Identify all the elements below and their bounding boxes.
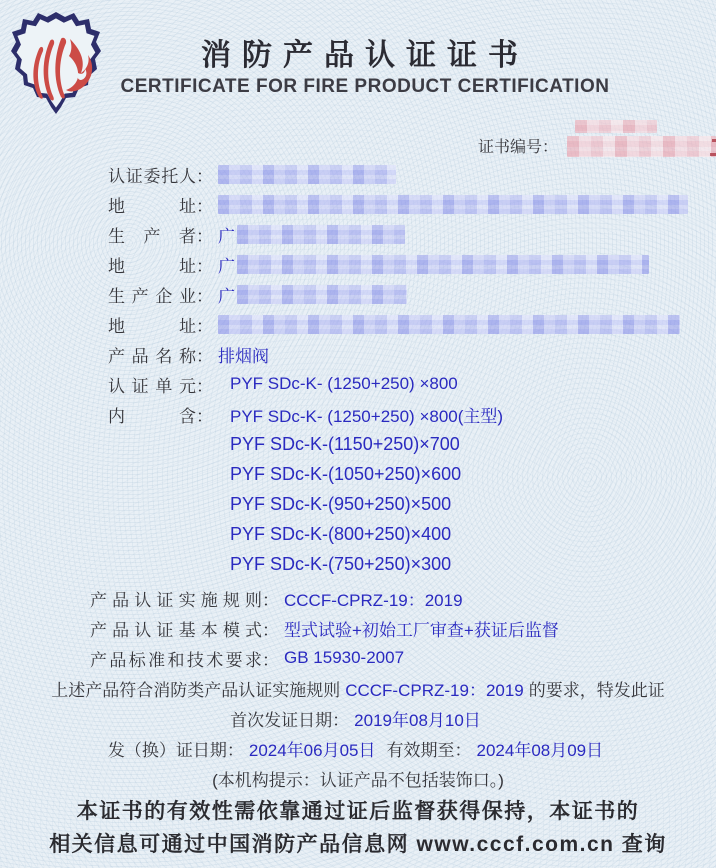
field-label: 生产者 — [108, 226, 196, 246]
footer-line-1: 本证书的有效性需依靠通过证后监督获得保持，本证书的 — [76, 799, 640, 823]
model-row — [0, 549, 716, 579]
reissue-date: 2024年06月05日 — [248, 740, 376, 760]
first-issue-row — [0, 703, 716, 733]
field-row-address-3 — [0, 309, 716, 339]
model-value: PYF SDc-K-(1050+250)×600 — [230, 463, 462, 484]
field-label: 地址 — [108, 316, 196, 336]
colon: ： — [196, 256, 213, 276]
colon: ： — [262, 620, 279, 640]
valid-until-date: 2024年08月09日 — [476, 740, 604, 760]
field-label: 认证单元 — [108, 376, 196, 396]
field-label: 产品名称 — [108, 346, 196, 366]
edge-mark — [710, 153, 716, 156]
model-value: PYF SDc-K-(800+250)×400 — [230, 523, 452, 544]
note-row: (本机构提示：认证产品不包括装饰口。) — [212, 770, 504, 790]
statement-prefix: 上述产品符合消防类产品认证实施规则 — [51, 680, 341, 700]
rule-label: 产品认证基本模式 — [90, 620, 262, 640]
colon: ： — [196, 316, 213, 336]
field-label: 地址 — [108, 256, 196, 276]
rule-row-implementation — [0, 583, 716, 613]
rule-row-standard — [0, 643, 716, 673]
colon: ： — [196, 226, 213, 246]
redacted-value — [218, 315, 680, 334]
cert-number-redaction — [567, 136, 716, 157]
reissue-row — [0, 733, 716, 763]
redacted-value — [218, 195, 688, 214]
page-title: 消防产品认证证书 — [201, 39, 529, 72]
edge-mark — [712, 139, 716, 142]
field-label: 生产企业 — [108, 286, 196, 306]
cert-number-label: 证书编号： — [478, 139, 559, 156]
reissue-label: 发（换）证日期： — [107, 740, 244, 760]
colon: ： — [196, 376, 213, 396]
rule-row-mode — [0, 613, 716, 643]
field-row-product-name — [0, 339, 716, 369]
field-row-address-2 — [0, 249, 716, 279]
statement-row — [0, 673, 716, 703]
rule-label: 产品标准和技术要求 — [90, 650, 262, 670]
first-issue-date: 2019年08月10日 — [354, 710, 481, 730]
product-name-value: 排烟阀 — [218, 346, 269, 366]
colon: ： — [262, 590, 279, 610]
value-prefix: 广 — [218, 226, 235, 246]
rule-label: 产品认证实施规则 — [90, 590, 262, 610]
model-value: PYF SDc-K-(950+250)×500 — [230, 493, 452, 514]
model-value: PYF SDc-K-(750+250)×300 — [230, 553, 452, 574]
cert-unit-value: PYF SDc-K- (1250+250) ×800 — [230, 374, 458, 393]
colon: ： — [196, 166, 213, 186]
colon: ： — [196, 406, 213, 426]
model-row — [0, 429, 716, 459]
statement-rule: CCCF-CPRZ-19：2019 — [345, 680, 524, 700]
cert-number-redaction-top — [575, 120, 657, 133]
contains-value: PYF SDc-K- (1250+250) ×800(主型) — [230, 406, 504, 426]
value-prefix: 广 — [218, 286, 235, 306]
first-issue-label: 首次发证日期： — [230, 710, 350, 730]
page-subtitle: CERTIFICATE FOR FIRE PRODUCT CERTIFICATION — [120, 76, 610, 97]
field-row-cert-unit — [0, 369, 716, 399]
model-row — [0, 489, 716, 519]
redacted-value — [237, 285, 407, 304]
redacted-value — [218, 165, 396, 184]
valid-until-label: 有效期至： — [386, 740, 472, 760]
model-row — [0, 459, 716, 489]
field-label: 内含 — [108, 406, 196, 426]
model-value: PYF SDc-K-(1150+250)×700 — [230, 433, 460, 454]
rule-value: 型式试验+初始工厂审查+获证后监督 — [284, 620, 559, 640]
colon: ： — [196, 346, 213, 366]
fields-section — [0, 159, 716, 859]
footer-line-2: 相关信息可通过中国消防产品信息网 www.cccf.com.cn 查询 — [49, 832, 667, 856]
colon: ： — [262, 650, 279, 670]
field-label: 地址 — [108, 196, 196, 216]
rule-value: CCCF-CPRZ-19：2019 — [284, 590, 463, 610]
statement-suffix: 的要求，特发此证 — [528, 680, 665, 700]
rules-section — [0, 583, 716, 673]
colon: ： — [196, 196, 213, 216]
model-row — [0, 519, 716, 549]
rule-value: GB 15930-2007 — [284, 648, 405, 667]
field-label: 认证委托人 — [108, 166, 196, 186]
colon: ： — [196, 286, 213, 306]
field-row-contains — [0, 399, 716, 429]
value-prefix: 广 — [218, 256, 235, 276]
field-row-address-1 — [0, 189, 716, 219]
redacted-value — [237, 255, 649, 274]
field-row-applicant — [0, 159, 716, 189]
field-row-manufacturer — [0, 279, 716, 309]
redacted-value — [237, 225, 405, 244]
field-row-producer — [0, 219, 716, 249]
